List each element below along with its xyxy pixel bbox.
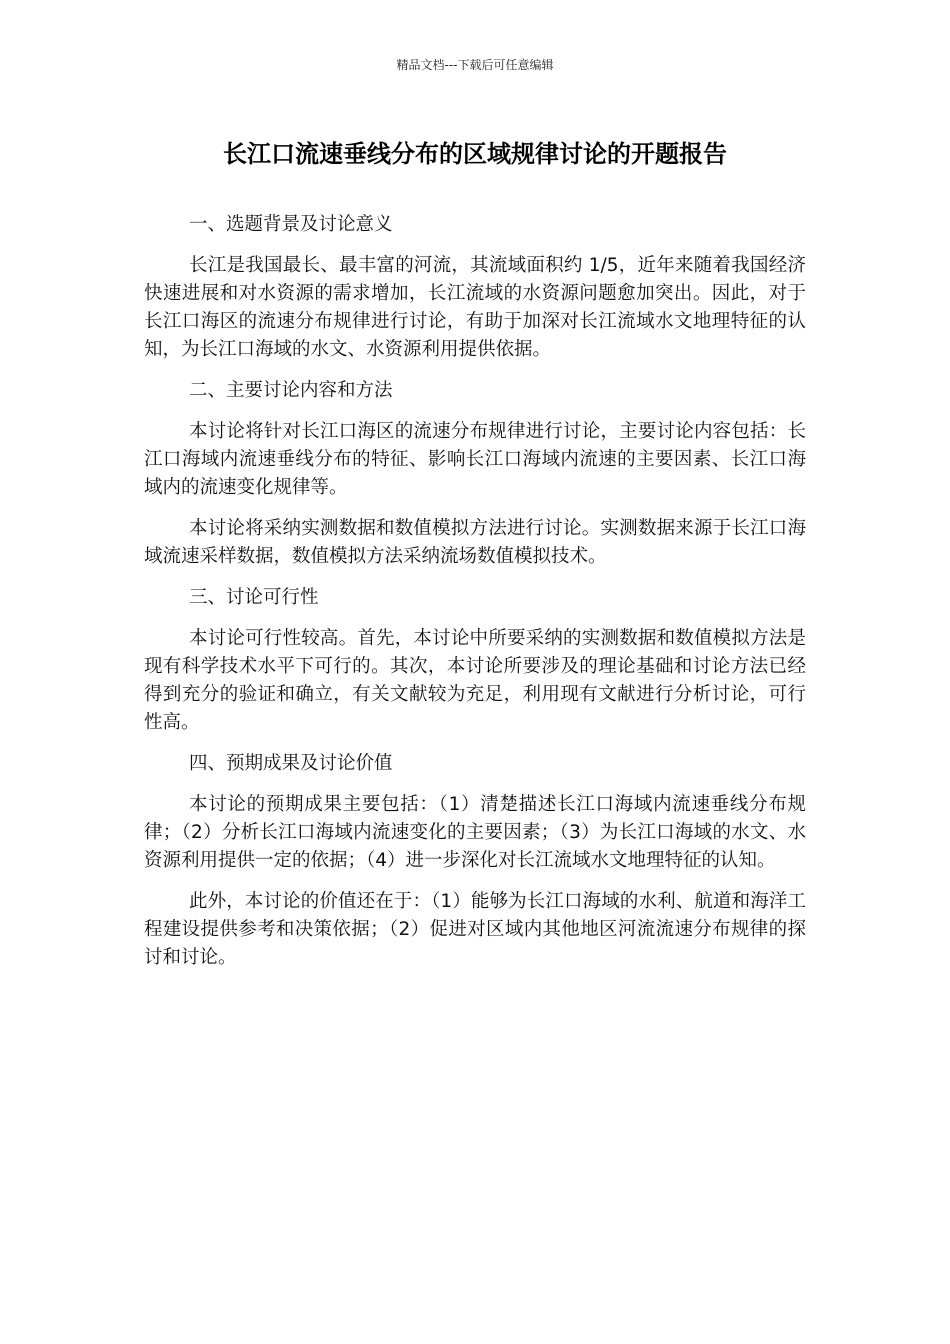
section-heading-feasibility: 三、讨论可行性 [189, 587, 319, 608]
page-header-watermark: 精品文档---下载后可任意编辑 [396, 58, 554, 72]
paragraph-expected-results: 本讨论的预期成果主要包括：（1）清楚描述长江口海域内流速垂线分布规律；（2）分析长江口海域内流速变化的主要因素；（3）为长江口海域的水文、水资源利用提供一定的依据；（4）进一步深化对长江流域水文地理特征的认知。 [144, 794, 806, 871]
paragraph-research-value: 此外，本讨论的价值还在于：（1）能够为长江口海域的水利、航道和海洋工程建设提供参考和决策依据；（2）促进对区域内其他地区河流流速分布规律的探讨和讨论。 [144, 891, 806, 968]
document-body [144, 211, 806, 985]
document-title: 长江口流速垂线分布的区域规律讨论的开题报告 [223, 140, 727, 168]
paragraph-background: 长江是我国最长、最丰富的河流，其流域面积约 1/5，近年来随着我国经济快速进展和对水资源的需求增加，长江流域的水资源问题愈加突出。因此，对于长江口海区的流速分布规律进行讨论，有助于加深对长江流域水文地理特征的认知，为长江口海域的水文、水资源利用提供依据。 [144, 255, 806, 360]
paragraph-methods: 本讨论将采纳实测数据和数值模拟方法进行讨论。实测数据来源于长江口海域流速采样数据，数值模拟方法采纳流场数值模拟技术。 [144, 518, 806, 567]
section-heading-background: 一、选题背景及讨论意义 [189, 214, 393, 235]
section-heading-expected-results: 四、预期成果及讨论价值 [189, 753, 393, 774]
paragraph-content: 本讨论将针对长江口海区的流速分布规律进行讨论，主要讨论内容包括：长江口海域内流速垂线分布的特征、影响长江口海域内流速的主要因素、长江口海域内的流速变化规律等。 [144, 421, 806, 498]
paragraph-feasibility: 本讨论可行性较高。首先，本讨论中所要采纳的实测数据和数值模拟方法是现有科学技术水平下可行的。其次，本讨论所要涉及的理论基础和讨论方法已经得到充分的验证和确立，有关文献较为充足，利用现有文献进行分析讨论，可行性高。 [144, 628, 806, 733]
section-heading-content-methods: 二、主要讨论内容和方法 [189, 380, 393, 401]
